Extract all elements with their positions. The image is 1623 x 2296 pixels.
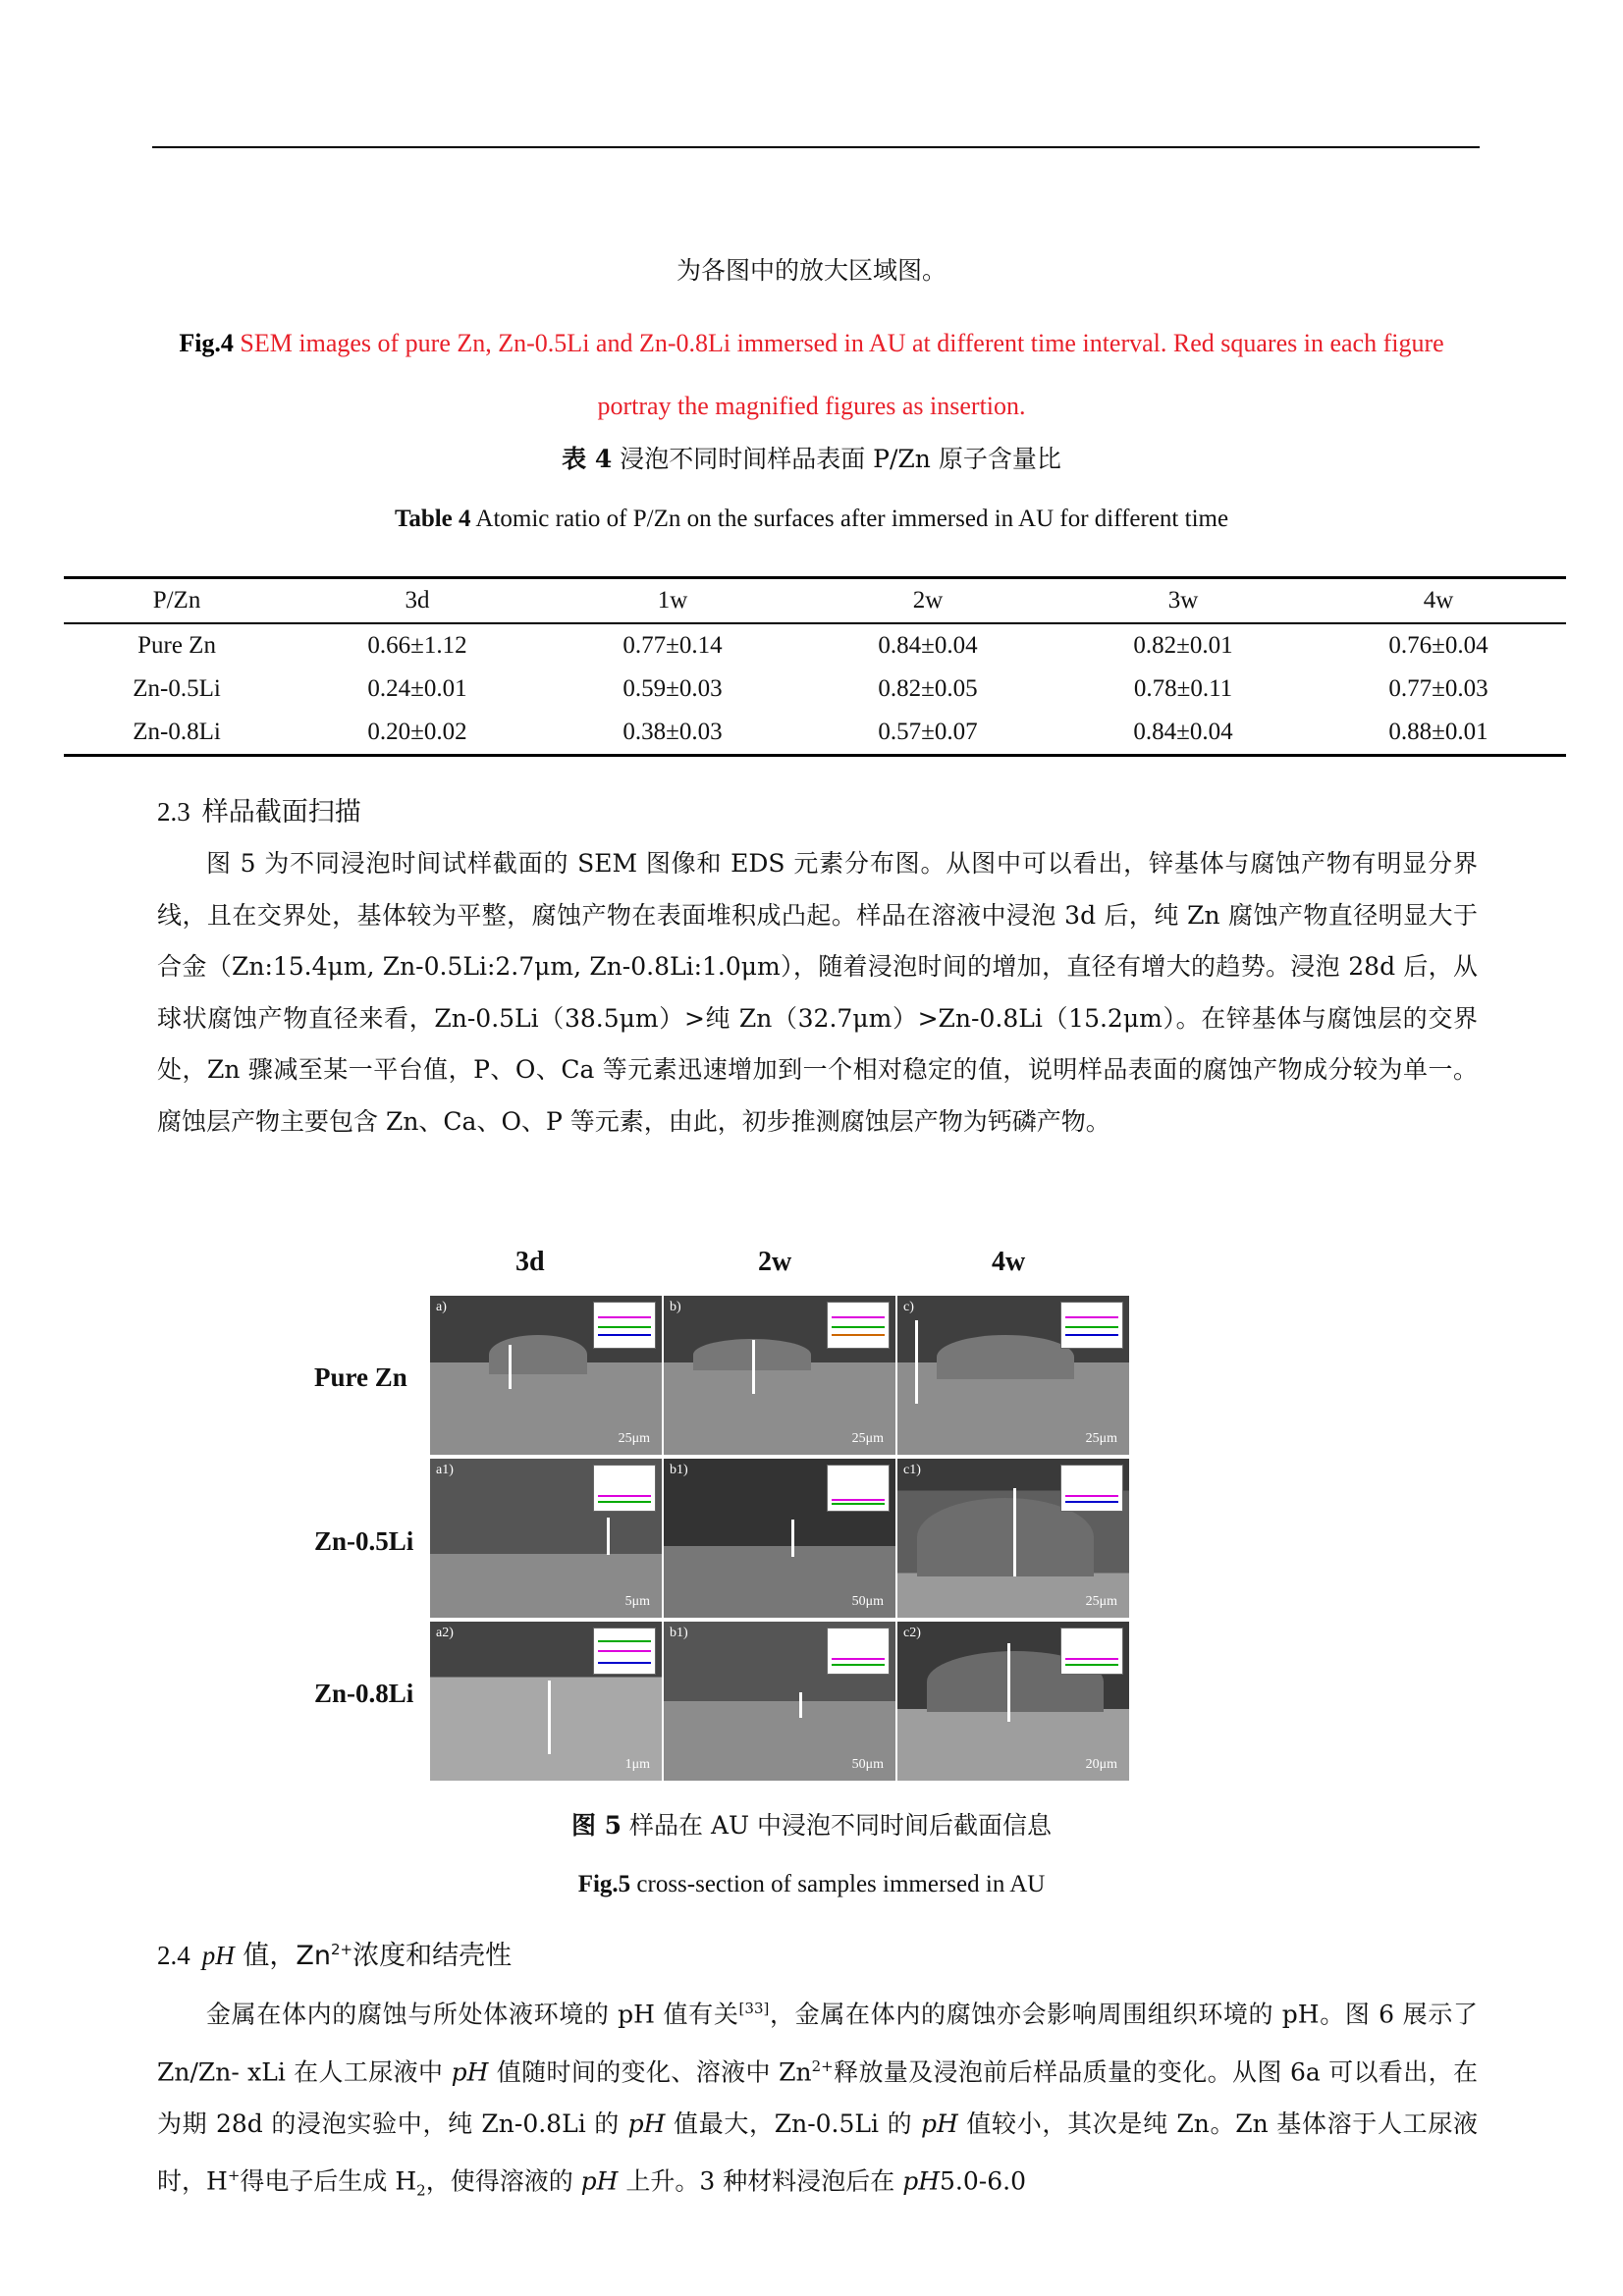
ph-symbol: pH [627, 2109, 666, 2138]
corrosion-product [937, 1335, 1074, 1379]
row-label-zn-05li: Zn-0.5Li [314, 1526, 414, 1556]
superscript: 2+ [811, 2056, 834, 2075]
section-number: 2.3 [157, 797, 190, 827]
table-cell: 0.66±1.12 [367, 632, 467, 659]
scale-bar-label: 25μm [851, 1431, 884, 1446]
scan-line [509, 1345, 512, 1389]
sem-panel-b [664, 1296, 895, 1455]
fig5-caption-cn-text: 样品在 AU 中浸泡不同时间后截面信息 [622, 1811, 1053, 1840]
section-2-4-heading [157, 1934, 512, 1972]
eds-inset [1060, 1465, 1123, 1512]
eds-inset [1060, 1628, 1123, 1675]
table-cell: 0.84±0.04 [1133, 719, 1233, 745]
scan-line [752, 1340, 755, 1394]
fig4-caption-text: SEM images of pure Zn, Zn-0.5Li and Zn-0.8Li immersed in AU at different time interval. Red squares in each figure portray the magnified figures as insertion. [233, 329, 1444, 420]
text-run: 值较小，其次是纯 Zn。Zn 基体溶于人工尿液时，H [157, 2109, 1479, 2196]
scan-line [607, 1518, 610, 1555]
table-cell: Pure Zn [137, 632, 216, 659]
table-cell: 0.84±0.04 [878, 632, 978, 659]
column-label-3d: 3d [515, 1247, 545, 1277]
table-cell: 0.38±0.03 [622, 719, 723, 745]
eds-inset [827, 1628, 890, 1675]
superscript: + [227, 2166, 241, 2185]
ph-symbol: pH [580, 2166, 619, 2196]
eds-inset [593, 1302, 656, 1349]
paragraph: 图 5 为不同浸泡时间试样截面的 SEM 图像和 EDS 元素分布图。从图中可以看出，锌基体与腐蚀产物有明显分界线，且在交界处，基体较为平整，腐蚀产物在表面堆积成凸起。样品在溶液中浸泡 3d 后，纯 Zn 腐蚀产物直径明显大于合金（Zn:15.4μm, Zn-0.5Li:2.7μm, Zn-0.8Li:1.0μm），随着浸泡时间的增加，直径有增大的趋势。浸泡 28d 后，从球状腐蚀产物直径来看，Zn-0.5Li（38.5μm）>纯 Zn（32.7μm）>Zn-0.8Li（15.2μm）。在锌基体与腐蚀层的交界处，Zn 骤减至某一平台值，P、O、Ca 等元素迅速增加到一个相对稳定的值，说明样品表面的腐蚀产物成分较为单一。腐蚀层产物主要包含 Zn、Ca、O、P 等元素，由此，初步推测腐蚀层产物为钙磷产物。 [157, 849, 1478, 1136]
fig5-label-cn: 图 5 [570, 1811, 622, 1840]
column-header: 2w [912, 587, 944, 614]
paragraph [157, 1983, 1478, 2216]
citation: [33] [738, 2000, 770, 2017]
table4 [64, 576, 1566, 757]
section-title-a: 值，Zn [234, 1941, 331, 1971]
panel-label: b1) [670, 1626, 688, 1640]
table-cell: 0.88±0.01 [1388, 719, 1488, 745]
section-2-3-heading [157, 790, 361, 828]
text-run: 释放量及浸泡前后样品质量的变化。从图 6a 可以看出，在为期 28d 的浸泡实验中，纯 Zn-0.8Li 的 [157, 2057, 1478, 2138]
fig5-caption-en-text: cross-section of samples immersed in AU [630, 1871, 1046, 1897]
table-row [64, 711, 1566, 756]
table-row [64, 623, 1566, 667]
text-run: 值最大，Zn-0.5Li 的 [665, 2109, 921, 2138]
panel-label: a1) [436, 1463, 454, 1477]
section-number: 2.4 [157, 1941, 190, 1970]
table-row [64, 667, 1566, 711]
scan-line [915, 1320, 918, 1404]
superscript: 2+ [330, 1941, 353, 1958]
ph-symbol: pH [201, 1941, 235, 1970]
section-2-4-body [157, 1983, 1478, 2216]
sem-panel-c [897, 1296, 1129, 1455]
table4-caption-en [0, 506, 1623, 533]
eds-inset [593, 1628, 656, 1675]
text-run: ，使得溶液的 [425, 2166, 581, 2196]
panel-label: c1) [903, 1463, 921, 1477]
scale-bar-label: 25μm [1085, 1594, 1117, 1609]
ph-symbol: pH [902, 2166, 941, 2196]
table-cell: 0.24±0.01 [367, 675, 467, 702]
ph-symbol: pH [920, 2109, 958, 2138]
panel-label: b) [670, 1300, 681, 1314]
text-run: 金属在体内的腐蚀与所处体液环境的 pH 值有关 [206, 2000, 739, 2029]
sem-panel-a [430, 1296, 662, 1455]
text-run: 5.0-6.0 [940, 2166, 1026, 2196]
section-title-b: 浓度和结壳性 [352, 1941, 513, 1971]
panel-label: b1) [670, 1463, 688, 1477]
table-cell: 0.76±0.04 [1388, 632, 1488, 659]
column-label-4w: 4w [992, 1247, 1026, 1277]
sem-panel-a2 [430, 1622, 662, 1781]
sem-panel-c2 [897, 1622, 1129, 1781]
scale-bar-label: 50μm [851, 1757, 884, 1772]
sem-panel-b1 [664, 1459, 895, 1618]
text-run: ，金属在体内的腐蚀亦会影响周围组织环境的 pH。图 6 展示了 Zn/Zn- xLi 在人工尿液中 [157, 2000, 1479, 2087]
panel-label: a2) [436, 1626, 454, 1640]
section-2-3-body [157, 838, 1478, 1148]
table-cell: 0.77±0.03 [1388, 675, 1488, 702]
eds-inset [593, 1465, 656, 1512]
table-cell: 0.20±0.02 [367, 719, 467, 745]
table-header-row [64, 578, 1566, 624]
fig4-caption-en [0, 312, 1623, 438]
figure-5 [285, 1247, 1168, 1796]
table-cell: 0.82±0.05 [878, 675, 978, 702]
scale-bar-label: 25μm [1085, 1431, 1117, 1446]
text-run: 上升。3 种材料浸泡后在 [618, 2166, 903, 2196]
scan-line [1013, 1488, 1016, 1576]
column-label-2w: 2w [758, 1247, 792, 1277]
text-run: 值随时间的变化、溶液中 Zn [488, 2057, 812, 2087]
ph-symbol: pH [451, 2057, 489, 2087]
table-cell: 0.82±0.01 [1133, 632, 1233, 659]
corrosion-product [489, 1335, 587, 1374]
table-cell: Zn-0.5Li [133, 675, 221, 702]
scale-bar-label: 50μm [851, 1594, 884, 1609]
scale-bar-label: 5μm [624, 1594, 650, 1609]
scan-line [791, 1520, 794, 1557]
table-cell: 0.59±0.03 [622, 675, 723, 702]
table-cell: 0.78±0.11 [1133, 675, 1233, 702]
column-header: P/Zn [152, 587, 201, 614]
panel-label: c2) [903, 1626, 921, 1640]
column-header: 3w [1167, 587, 1199, 614]
section-title: 样品截面扫描 [201, 797, 361, 828]
fig4-label: Fig.4 [179, 329, 234, 357]
table4-caption-en-text: Atomic ratio of P/Zn on the surfaces after immersed in AU for different time [470, 506, 1229, 532]
text-run: 得电子后生成 H [240, 2166, 417, 2196]
scale-bar-label: 20μm [1085, 1757, 1117, 1772]
column-header: 3d [405, 587, 430, 614]
scale-bar-label: 1μm [624, 1757, 650, 1772]
table-cell: 0.57±0.07 [878, 719, 978, 745]
eds-inset [827, 1302, 890, 1349]
fig4-caption-cn: 为各图中的放大区域图。 [676, 256, 947, 285]
column-header: 1w [657, 587, 688, 614]
table4-label-cn: 表 4 [562, 445, 613, 473]
scan-line [548, 1681, 551, 1754]
header-rule [152, 146, 1480, 148]
fig5-caption-en [0, 1871, 1623, 1898]
panel-label: a) [436, 1300, 447, 1314]
table4-label-en: Table 4 [394, 506, 471, 532]
eds-inset [1060, 1302, 1123, 1349]
scale-bar-label: 25μm [618, 1431, 650, 1446]
row-label-pure-zn: Pure Zn [314, 1362, 407, 1392]
scan-line [799, 1692, 802, 1718]
row-label-zn-08li: Zn-0.8Li [314, 1679, 414, 1708]
column-header: 4w [1423, 587, 1454, 614]
sem-panel-c1 [897, 1459, 1129, 1618]
subscript: 2 [416, 2181, 426, 2200]
eds-inset [827, 1465, 890, 1512]
fig5-caption-cn [0, 1806, 1623, 1842]
sem-panel-a1 [430, 1459, 662, 1618]
scan-line [1007, 1643, 1010, 1722]
table-cell: Zn-0.8Li [133, 719, 221, 745]
fig5-label-en: Fig.5 [577, 1871, 631, 1897]
table4-caption-cn [0, 440, 1623, 475]
panel-label: c) [903, 1300, 914, 1314]
table4-caption-cn-text: 浸泡不同时间样品表面 P/Zn 原子含量比 [612, 445, 1061, 473]
table-cell: 0.77±0.14 [622, 632, 723, 659]
sem-panel-b1-08li [664, 1622, 895, 1781]
